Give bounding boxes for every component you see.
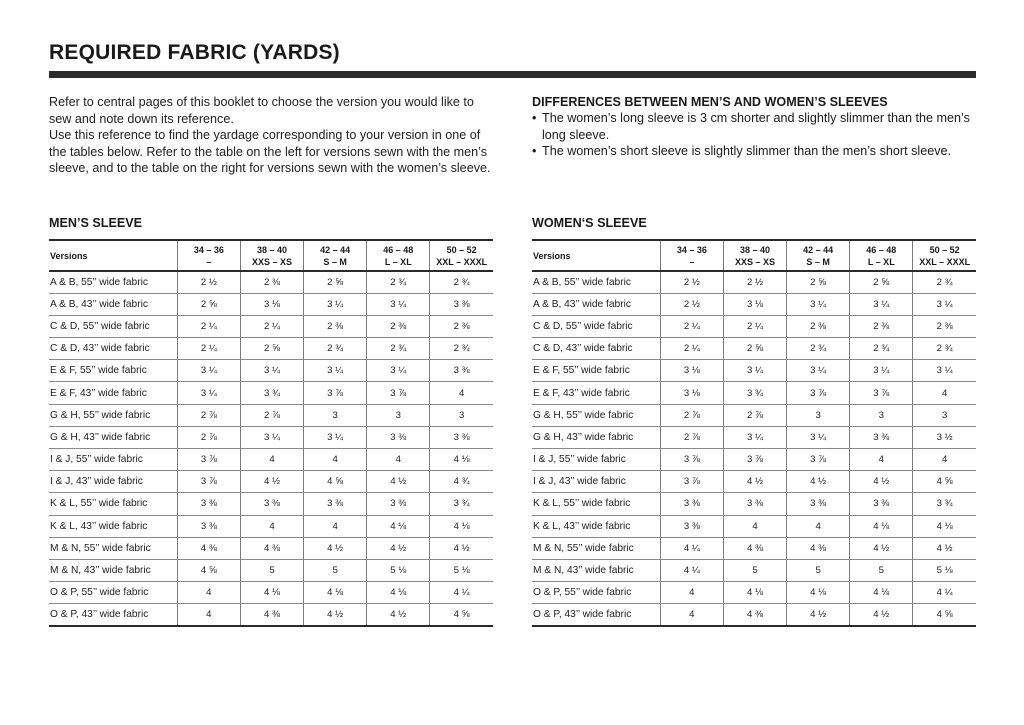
- yardage-cell: 2 ⅜: [240, 271, 303, 293]
- yardage-cell: 2 ¾: [367, 338, 430, 360]
- table-header-row: [49, 240, 493, 271]
- yardage-cell: 5: [304, 559, 367, 581]
- version-cell: A & B, 55’’ wide fabric: [532, 271, 660, 293]
- yardage-cell: 2 ¾: [367, 271, 430, 293]
- yardage-cell: 4 ⅜: [240, 537, 303, 559]
- yardage-cell: 2 ⅝: [304, 271, 367, 293]
- version-cell: E & F, 55’’ wide fabric: [532, 360, 660, 382]
- size-range: 34 – 36: [676, 244, 707, 255]
- intro-line: Use this reference to find the yardage corresponding to your version in one of the tables below. Refer to the table on the left for versions sewn with the men’s sleeve, and to the table on the right for versions sewn with the women’s sleeve.: [49, 128, 491, 176]
- table-row: [532, 604, 976, 626]
- yardage-cell: 3 ⅛: [660, 360, 723, 382]
- yardage-cell: 4 ½: [240, 471, 303, 493]
- yardage-cell: 5 ⅛: [913, 559, 976, 581]
- version-cell: M & N, 43’’ wide fabric: [532, 559, 660, 581]
- table-row: [532, 471, 976, 493]
- yardage-cell: 4 ¼: [660, 559, 723, 581]
- size-label: XXS – XS: [251, 256, 292, 267]
- table-row: [49, 426, 493, 448]
- table-row: [532, 404, 976, 426]
- table-row: [49, 293, 493, 315]
- yardage-cell: 4 ½: [787, 604, 850, 626]
- yardage-cell: 3 ⅜: [660, 515, 723, 537]
- yardage-cell: 4 ⅛: [430, 449, 493, 471]
- version-cell: G & H, 43’’ wide fabric: [49, 426, 177, 448]
- version-cell: O & P, 55’’ wide fabric: [532, 582, 660, 604]
- table-row: [532, 382, 976, 404]
- size-range: 50 – 52: [446, 244, 477, 255]
- size-column-header: [177, 240, 240, 271]
- yardage-cell: 3: [430, 404, 493, 426]
- size-label: L – XL: [867, 256, 895, 267]
- yardage-cell: 2 ½: [660, 271, 723, 293]
- version-cell: I & J, 43’’ wide fabric: [49, 471, 177, 493]
- yardage-cell: 4: [850, 449, 913, 471]
- yardage-cell: 5 ⅛: [430, 559, 493, 581]
- yardage-cell: 3 ⅜: [177, 515, 240, 537]
- yardage-cell: 2 ⅜: [787, 315, 850, 337]
- version-cell: O & P, 43’’ wide fabric: [49, 604, 177, 626]
- yardage-cell: 3 ¾: [723, 382, 786, 404]
- yardage-cell: 3 ⅜: [850, 493, 913, 515]
- yardage-cell: 3 ⅜: [177, 493, 240, 515]
- yardage-cell: 4: [304, 449, 367, 471]
- yardage-cell: 3 ¼: [304, 293, 367, 315]
- yardage-cell: 4 ⅛: [787, 582, 850, 604]
- yardage-cell: 2 ⅝: [787, 271, 850, 293]
- womens-fabric-table: [532, 239, 976, 627]
- yardage-cell: 3 ⅜: [430, 360, 493, 382]
- mens-sleeve-section: [49, 216, 493, 627]
- size-column-header: [660, 240, 723, 271]
- yardage-cell: 2 ⅝: [850, 271, 913, 293]
- yardage-cell: 4: [913, 382, 976, 404]
- yardage-cell: 2 ⅞: [240, 404, 303, 426]
- yardage-cell: 3 ⅞: [787, 449, 850, 471]
- yardage-cell: 4 ⅛: [850, 582, 913, 604]
- yardage-cell: 3 ¼: [913, 293, 976, 315]
- version-cell: I & J, 43’’ wide fabric: [532, 471, 660, 493]
- yardage-cell: 4 ½: [850, 537, 913, 559]
- table-row: [49, 493, 493, 515]
- yardage-cell: 3 ½: [913, 426, 976, 448]
- title-divider: [49, 71, 976, 78]
- page-title: REQUIRED FABRIC (YARDS): [49, 41, 340, 64]
- size-label: S – M: [323, 256, 347, 267]
- yardage-cell: 4 ½: [850, 471, 913, 493]
- version-cell: I & J, 55’’ wide fabric: [49, 449, 177, 471]
- version-cell: G & H, 43’’ wide fabric: [532, 426, 660, 448]
- version-cell: M & N, 55’’ wide fabric: [532, 537, 660, 559]
- size-label: XXL – XXXL: [436, 256, 488, 267]
- yardage-cell: 3 ¼: [177, 382, 240, 404]
- yardage-cell: 2 ½: [723, 271, 786, 293]
- yardage-cell: 3 ⅞: [367, 382, 430, 404]
- size-column-header: [723, 240, 786, 271]
- yardage-cell: 3: [304, 404, 367, 426]
- yardage-cell: 3 ⅜: [660, 493, 723, 515]
- version-cell: K & L, 55’’ wide fabric: [49, 493, 177, 515]
- yardage-cell: 4 ⅛: [367, 582, 430, 604]
- yardage-cell: 4 ⅛: [913, 515, 976, 537]
- table-row: [49, 515, 493, 537]
- yardage-cell: 4: [304, 515, 367, 537]
- yardage-cell: 2 ¼: [177, 338, 240, 360]
- yardage-cell: 3 ⅞: [177, 471, 240, 493]
- table-row: [532, 271, 976, 293]
- yardage-cell: 3: [787, 404, 850, 426]
- yardage-cell: 4 ¼: [430, 582, 493, 604]
- yardage-cell: 2 ⅞: [177, 404, 240, 426]
- table-row: [49, 315, 493, 337]
- table-row: [532, 515, 976, 537]
- size-column-header: [367, 240, 430, 271]
- version-cell: C & D, 43’’ wide fabric: [532, 338, 660, 360]
- size-range: 34 – 36: [193, 244, 224, 255]
- yardage-cell: 2 ⅜: [850, 315, 913, 337]
- yardage-cell: 2 ⅜: [913, 315, 976, 337]
- table-row: [532, 426, 976, 448]
- yardage-cell: 3 ⅜: [723, 493, 786, 515]
- yardage-cell: 4: [240, 515, 303, 537]
- yardage-cell: 3 ⅜: [367, 426, 430, 448]
- yardage-cell: 3 ⅜: [367, 493, 430, 515]
- yardage-cell: 3 ¼: [913, 360, 976, 382]
- yardage-cell: 4 ⅛: [304, 582, 367, 604]
- size-column-header: [240, 240, 303, 271]
- yardage-cell: 4 ⅝: [913, 604, 976, 626]
- yardage-cell: 3 ⅜: [430, 426, 493, 448]
- size-range: 38 – 40: [256, 244, 287, 255]
- yardage-cell: 4 ½: [430, 537, 493, 559]
- yardage-cell: 4 ⅜: [723, 537, 786, 559]
- yardage-cell: 3 ¼: [304, 360, 367, 382]
- yardage-cell: 4 ½: [787, 471, 850, 493]
- size-range: 46 – 48: [866, 244, 897, 255]
- yardage-cell: 2 ⅝: [240, 338, 303, 360]
- table-row: [49, 471, 493, 493]
- table-row: [49, 537, 493, 559]
- version-cell: C & D, 55’’ wide fabric: [49, 315, 177, 337]
- yardage-cell: 5: [787, 559, 850, 581]
- size-label: S – M: [806, 256, 830, 267]
- yardage-cell: 4 ⅛: [430, 515, 493, 537]
- yardage-cell: 2 ¾: [787, 338, 850, 360]
- yardage-cell: 4 ¾: [430, 471, 493, 493]
- yardage-cell: 3 ¼: [304, 426, 367, 448]
- yardage-cell: 2 ⅞: [177, 426, 240, 448]
- yardage-cell: 2 ⅝: [723, 338, 786, 360]
- size-label: XXL – XXXL: [919, 256, 971, 267]
- yardage-cell: 4: [367, 449, 430, 471]
- yardage-cell: 3 ⅞: [660, 449, 723, 471]
- yardage-cell: 3 ¼: [787, 360, 850, 382]
- yardage-cell: 3 ¼: [787, 293, 850, 315]
- size-column-header: [913, 240, 976, 271]
- yardage-cell: 4 ⅛: [240, 582, 303, 604]
- womens-table-title: WOMEN‘S SLEEVE: [532, 216, 647, 230]
- table-row: [532, 493, 976, 515]
- yardage-cell: 4 ⅝: [304, 471, 367, 493]
- versions-column-header: Versions: [49, 240, 177, 271]
- table-row: [49, 604, 493, 626]
- differences-heading: DIFFERENCES BETWEEN MEN’S AND WOMEN’S SLEEVES: [532, 95, 888, 109]
- yardage-cell: 5: [240, 559, 303, 581]
- table-row: [532, 559, 976, 581]
- yardage-cell: 4 ⅛: [367, 515, 430, 537]
- table-row: [532, 338, 976, 360]
- version-cell: C & D, 43’’ wide fabric: [49, 338, 177, 360]
- size-range: 38 – 40: [739, 244, 770, 255]
- yardage-cell: 4 ⅜: [723, 604, 786, 626]
- table-row: [532, 537, 976, 559]
- intro-line: Refer to central pages of this booklet to choose the version you would like to sew and note down its reference.: [49, 95, 474, 126]
- yardage-cell: 2 ⅞: [660, 426, 723, 448]
- yardage-cell: 5: [723, 559, 786, 581]
- size-label: –: [206, 256, 212, 267]
- yardage-cell: 2 ¾: [430, 338, 493, 360]
- table-header-row: [532, 240, 976, 271]
- yardage-cell: 3 ¼: [177, 360, 240, 382]
- yardage-cell: 3 ¼: [787, 426, 850, 448]
- size-range: 50 – 52: [929, 244, 960, 255]
- yardage-cell: 3 ⅞: [850, 382, 913, 404]
- size-label: XXS – XS: [734, 256, 775, 267]
- yardage-cell: 3 ⅜: [850, 426, 913, 448]
- yardage-cell: 4 ⅛: [723, 582, 786, 604]
- sleeve-differences: [532, 95, 982, 160]
- yardage-cell: 3 ⅛: [240, 293, 303, 315]
- yardage-cell: 2 ¼: [177, 315, 240, 337]
- table-row: [49, 338, 493, 360]
- yardage-cell: 4 ⅝: [430, 604, 493, 626]
- yardage-cell: 3 ⅞: [723, 449, 786, 471]
- yardage-cell: 2 ¼: [660, 315, 723, 337]
- size-column-header: [850, 240, 913, 271]
- yardage-cell: 3 ¼: [850, 360, 913, 382]
- version-cell: A & B, 43’’ wide fabric: [49, 293, 177, 315]
- versions-column-header: Versions: [532, 240, 660, 271]
- yardage-cell: 2 ¾: [913, 338, 976, 360]
- yardage-cell: 4 ¼: [660, 537, 723, 559]
- yardage-cell: 3 ¼: [367, 360, 430, 382]
- yardage-cell: 3: [850, 404, 913, 426]
- yardage-cell: 2 ⅞: [660, 404, 723, 426]
- table-row: [49, 449, 493, 471]
- yardage-cell: 4: [913, 449, 976, 471]
- yardage-cell: 2 ¼: [723, 315, 786, 337]
- womens-sleeve-section: [532, 216, 976, 627]
- table-row: [49, 382, 493, 404]
- version-cell: K & L, 55’’ wide fabric: [532, 493, 660, 515]
- yardage-cell: 4: [177, 604, 240, 626]
- size-range: 42 – 44: [320, 244, 351, 255]
- table-row: [532, 449, 976, 471]
- version-cell: G & H, 55’’ wide fabric: [49, 404, 177, 426]
- mens-table-title: MEN’S SLEEVE: [49, 216, 143, 230]
- version-cell: E & F, 55’’ wide fabric: [49, 360, 177, 382]
- yardage-cell: 3 ¼: [723, 360, 786, 382]
- version-cell: E & F, 43’’ wide fabric: [49, 382, 177, 404]
- version-cell: O & P, 55’’ wide fabric: [49, 582, 177, 604]
- yardage-cell: 3: [367, 404, 430, 426]
- yardage-cell: 2 ⅜: [367, 315, 430, 337]
- yardage-cell: 4 ½: [367, 604, 430, 626]
- table-row: [49, 582, 493, 604]
- size-column-header: [304, 240, 367, 271]
- yardage-cell: 2 ¼: [240, 315, 303, 337]
- yardage-cell: 2 ¾: [850, 338, 913, 360]
- size-label: –: [689, 256, 695, 267]
- table-row: [532, 293, 976, 315]
- yardage-cell: 3 ¼: [850, 293, 913, 315]
- yardage-cell: 4: [660, 582, 723, 604]
- yardage-cell: 2 ⅜: [430, 315, 493, 337]
- table-row: [49, 271, 493, 293]
- mens-fabric-table: [49, 239, 493, 627]
- yardage-cell: 2 ¾: [304, 338, 367, 360]
- yardage-cell: 4 ⅝: [177, 559, 240, 581]
- yardage-cell: 3 ¾: [240, 382, 303, 404]
- yardage-cell: 3 ⅞: [177, 449, 240, 471]
- yardage-cell: 4 ¼: [913, 582, 976, 604]
- yardage-cell: 3: [913, 404, 976, 426]
- yardage-cell: 2 ⅞: [723, 404, 786, 426]
- yardage-cell: 5: [850, 559, 913, 581]
- yardage-cell: 3 ¼: [240, 360, 303, 382]
- yardage-cell: 4: [723, 515, 786, 537]
- yardage-cell: 3 ⅞: [660, 471, 723, 493]
- version-cell: K & L, 43’’ wide fabric: [49, 515, 177, 537]
- yardage-cell: 4 ⅜: [240, 604, 303, 626]
- differences-bullet: • The women’s long sleeve is 3 cm shorter and slightly slimmer than the men’s long sleeve.: [532, 110, 982, 143]
- version-cell: O & P, 43’’ wide fabric: [532, 604, 660, 626]
- yardage-cell: 4: [430, 382, 493, 404]
- yardage-cell: 4: [787, 515, 850, 537]
- version-cell: A & B, 43’’ wide fabric: [532, 293, 660, 315]
- yardage-cell: 4 ½: [723, 471, 786, 493]
- yardage-cell: 4 ½: [304, 604, 367, 626]
- yardage-cell: 2 ⅜: [304, 315, 367, 337]
- yardage-cell: 3 ⅛: [723, 293, 786, 315]
- yardage-cell: 5 ⅛: [367, 559, 430, 581]
- yardage-cell: 3 ⅞: [304, 382, 367, 404]
- table-row: [49, 404, 493, 426]
- differences-bullet: • The women’s short sleeve is slightly slimmer than the men’s short sleeve.: [532, 143, 982, 160]
- table-row: [532, 360, 976, 382]
- size-range: 46 – 48: [383, 244, 414, 255]
- table-row: [532, 315, 976, 337]
- yardage-cell: 2 ½: [177, 271, 240, 293]
- yardage-cell: 4 ⅜: [177, 537, 240, 559]
- yardage-cell: 4 ½: [367, 471, 430, 493]
- table-row: [49, 360, 493, 382]
- yardage-cell: 4 ½: [913, 537, 976, 559]
- version-cell: M & N, 55’’ wide fabric: [49, 537, 177, 559]
- table-row: [532, 582, 976, 604]
- yardage-cell: 3 ⅜: [430, 293, 493, 315]
- differences-list: [532, 110, 982, 160]
- yardage-cell: 4: [177, 582, 240, 604]
- yardage-cell: 2 ⅝: [177, 293, 240, 315]
- size-column-header: [430, 240, 493, 271]
- table-row: [49, 559, 493, 581]
- version-cell: K & L, 43’’ wide fabric: [532, 515, 660, 537]
- yardage-cell: 3 ¼: [240, 426, 303, 448]
- yardage-cell: 4 ⅛: [850, 515, 913, 537]
- version-cell: G & H, 55’’ wide fabric: [532, 404, 660, 426]
- size-label: L – XL: [384, 256, 412, 267]
- yardage-cell: 3 ¼: [723, 426, 786, 448]
- version-cell: E & F, 43’’ wide fabric: [532, 382, 660, 404]
- yardage-cell: 3 ⅜: [240, 493, 303, 515]
- yardage-cell: 3 ⅜: [787, 493, 850, 515]
- yardage-cell: 3 ⅜: [304, 493, 367, 515]
- yardage-cell: 2 ¾: [430, 271, 493, 293]
- yardage-cell: 3 ¾: [913, 493, 976, 515]
- yardage-cell: 4 ½: [367, 537, 430, 559]
- yardage-cell: 4: [240, 449, 303, 471]
- yardage-cell: 2 ½: [660, 293, 723, 315]
- yardage-cell: 4 ½: [850, 604, 913, 626]
- yardage-cell: 4: [660, 604, 723, 626]
- yardage-cell: 4 ⅝: [913, 471, 976, 493]
- yardage-cell: 3 ¼: [367, 293, 430, 315]
- version-cell: C & D, 55’’ wide fabric: [532, 315, 660, 337]
- size-column-header: [787, 240, 850, 271]
- size-range: 42 – 44: [803, 244, 834, 255]
- yardage-cell: 4 ½: [304, 537, 367, 559]
- yardage-cell: 3 ⅛: [660, 382, 723, 404]
- version-cell: M & N, 43’’ wide fabric: [49, 559, 177, 581]
- intro-text: [49, 94, 499, 177]
- yardage-cell: 3 ⅞: [787, 382, 850, 404]
- version-cell: I & J, 55’’ wide fabric: [532, 449, 660, 471]
- yardage-cell: 3 ¾: [430, 493, 493, 515]
- yardage-cell: 2 ¼: [660, 338, 723, 360]
- yardage-cell: 2 ¾: [913, 271, 976, 293]
- yardage-cell: 4 ⅜: [787, 537, 850, 559]
- version-cell: A & B, 55’’ wide fabric: [49, 271, 177, 293]
